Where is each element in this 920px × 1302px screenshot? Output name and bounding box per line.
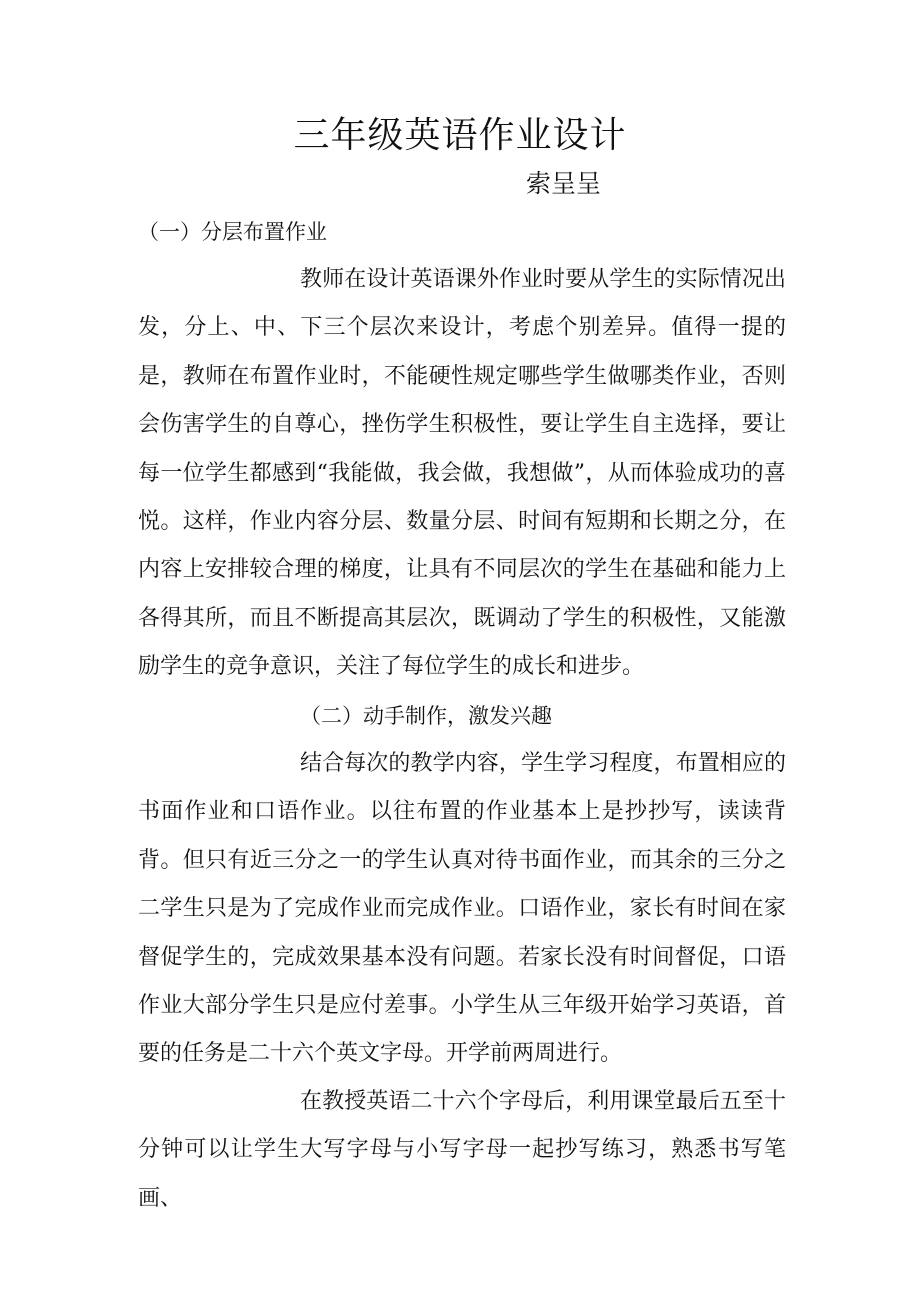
section-2-paragraph-1: 结合每次的教学内容，学生学习程度，布置相应的书面作业和口语作业。以往布置的作业基本上是抄抄写，读读背背。但只有近三分之一的学生认真对待书面作业，而其余的三分之二学生只是为了完成作业而完成作业。口语作业，家长有时间在家督促学生的，完成效果基本没有问题。若家长没有时间督促，口语作业大部分学生只是应付差事。小学生从三年级开始学习英语，首要的任务是二十六个英文字母。开学前两周进行。	[138, 751, 786, 1067]
document-title: 三年级英语作业设计	[293, 115, 627, 156]
section-2-paragraph-2: 在教授英语二十六个字母后，利用课堂最后五至十分钟可以让学生大写字母与小写字母一起抄写练习，熟悉书写笔画、	[138, 1089, 786, 1211]
section-1-paragraph-1: 教师在设计英语课外作业时要从学生的实际情况出发，分上、中、下三个层次来设计，考虑个别差异。值得一提的是，教师在布置作业时，不能硬性规定哪些学生做哪类作业，否则会伤害学生的自尊心，挫伤学生积极性，要让学生自主选择，要让每一位学生都感到“我能做，我会做，我想做”，从而体验成功的喜悦。这样，作业内容分层、数量分层、时间有短期和长期之分，在内容上安排较合理的梯度，让具有不同层次的学生在基础和能力上各得其所，而且不断提高其层次，既调动了学生的积极性，又能激励学生的竞争意识，关注了每位学生的成长和进步。	[138, 267, 786, 680]
section-heading-1: （一）分层布置作业	[138, 220, 327, 244]
section-heading-2: （二）动手制作，激发兴趣	[300, 704, 552, 728]
author-name: 索呈呈	[526, 169, 602, 198]
